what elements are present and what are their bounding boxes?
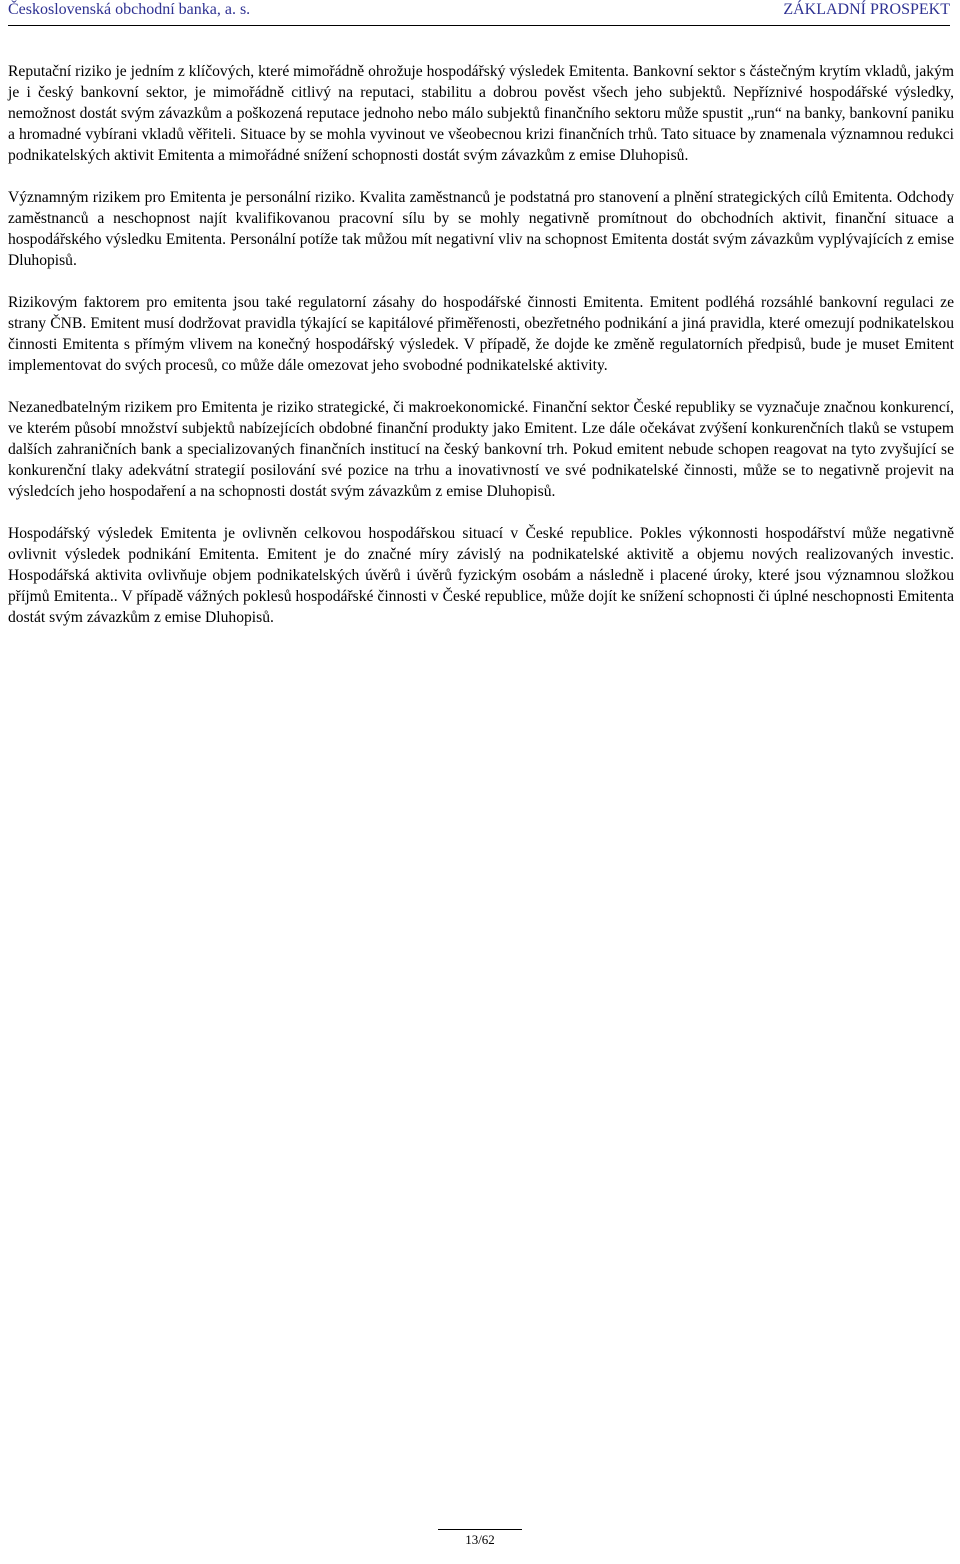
paragraph-economic-risk: Hospodářský výsledek Emitenta je ovlivněn celkovou hospodářskou situací v České republice. Pokles výkonnosti hospodářství může negativně ovlivnit výsledek podnikání Emitenta. Emitent je do značné míry závislý na podnikatelské aktivitě a objemu nových realizovaných investic. Hospodářská aktivita ovlivňuje objem podnikatelských úvěrů i úvěrů fyzickým osobám a následně i placené úroky, které jsou významnou složkou příjmů Emitenta.. V případě vážných poklesů hospodářské činnosti v České republice, může dojít ke snížení schopnosti či úplné neschopnosti Emitenta dostát svým závazkům z emise Dluhopisů.: [8, 525, 954, 626]
footer-divider: [438, 1529, 522, 1530]
paragraph-strategic-risk: Nezanedbatelným rizikem pro Emitenta je riziko strategické, či makroekonomické. Finanční sektor České republiky se vyznačuje značnou konkurencí, ve kterém působí množství subjektů nabízejících obdobné finanční produkty jako Emitent. Lze dále očekávat zvýšení konkurenčních tlaků se vstupem dalších zahraničních bank a specializovaných finančních institucí na český bankovní trh. Pokud emitent nebude schopen reagovat na tyto zvyšující se konkurenční tlaky adekvátní strategií posilování své pozice na trhu a inovativností ve své podnikatelské činnosti, může se to negativně projevit na výsledcích jeho hospodaření a na schopnosti dostát svým závazkům z emise Dluhopisů.: [8, 399, 954, 500]
page-header: [8, 0, 950, 26]
document-body: [8, 61, 954, 628]
paragraph-regulatory-risk: Rizikovým faktorem pro emitenta jsou také regulatorní zásahy do hospodářské činnosti Emitenta. Emitent podléhá rozsáhlé bankovní regulaci ze strany ČNB. Emitent musí dodržovat pravidla týkající se kapitálové přiměřenosti, obezřetného podnikání a jiná pravidla, které omezují podnikatelskou činnosti Emitenta s přímým vlivem na konečný hospodářský výsledek. V případě, že dojde ke změně regulatorních předpisů, bude je muset Emitent implementovat do svých procesů, co může dále omezovat jeho svobodné podnikatelské aktivity.: [8, 294, 954, 374]
page-footer: [0, 1531, 960, 1549]
document-title: ZÁKLADNÍ PROSPEKT: [783, 1, 950, 18]
issuer-name: Československá obchodní banka, a. s.: [8, 1, 251, 18]
paragraph-reputation-risk: Reputační riziko je jedním z klíčových, které mimořádně ohrožuje hospodářský výsledek Emitenta. Bankovní sektor s částečným krytím vkladů, jakým je i český bankovní sektor, je mimořádně citlivý na reputaci, stabilitu a dobrou pověst všech jeho subjektů. Nepříznivé hospodářské výsledky, nemožnost dostát svým závazkům a poškozená reputace jednoho nebo málo subjektů finančního sektoru může spustit „run“ na banky, bankovní paniku a hromadné vybírani vkladů věřiteli. Situace by se mohla vyvinout ve všeobecnou krizi finančních trhů. Tato situace by znamenala významnou redukci podnikatelských aktivit Emitenta a mimořádné snížení schopnosti dostát svým závazkům z emise Dluhopisů.: [8, 63, 954, 164]
page-number: 13/62: [465, 1532, 495, 1547]
paragraph-personnel-risk: Významným rizikem pro Emitenta je personální riziko. Kvalita zaměstnanců je podstatná pro stanovení a plnění strategických cílů Emitenta. Odchody zaměstnanců a neschopnost najít kvalifikovanou pracovní sílu by se mohly negativně promítnout do obchodních aktivit, finanční situace a hospodářského výsledku Emitenta. Personální potíže tak můžou mít negativní vliv na schopnost Emitenta dostát svým závazkům vyplývajících z emise Dluhopisů.: [8, 189, 954, 269]
